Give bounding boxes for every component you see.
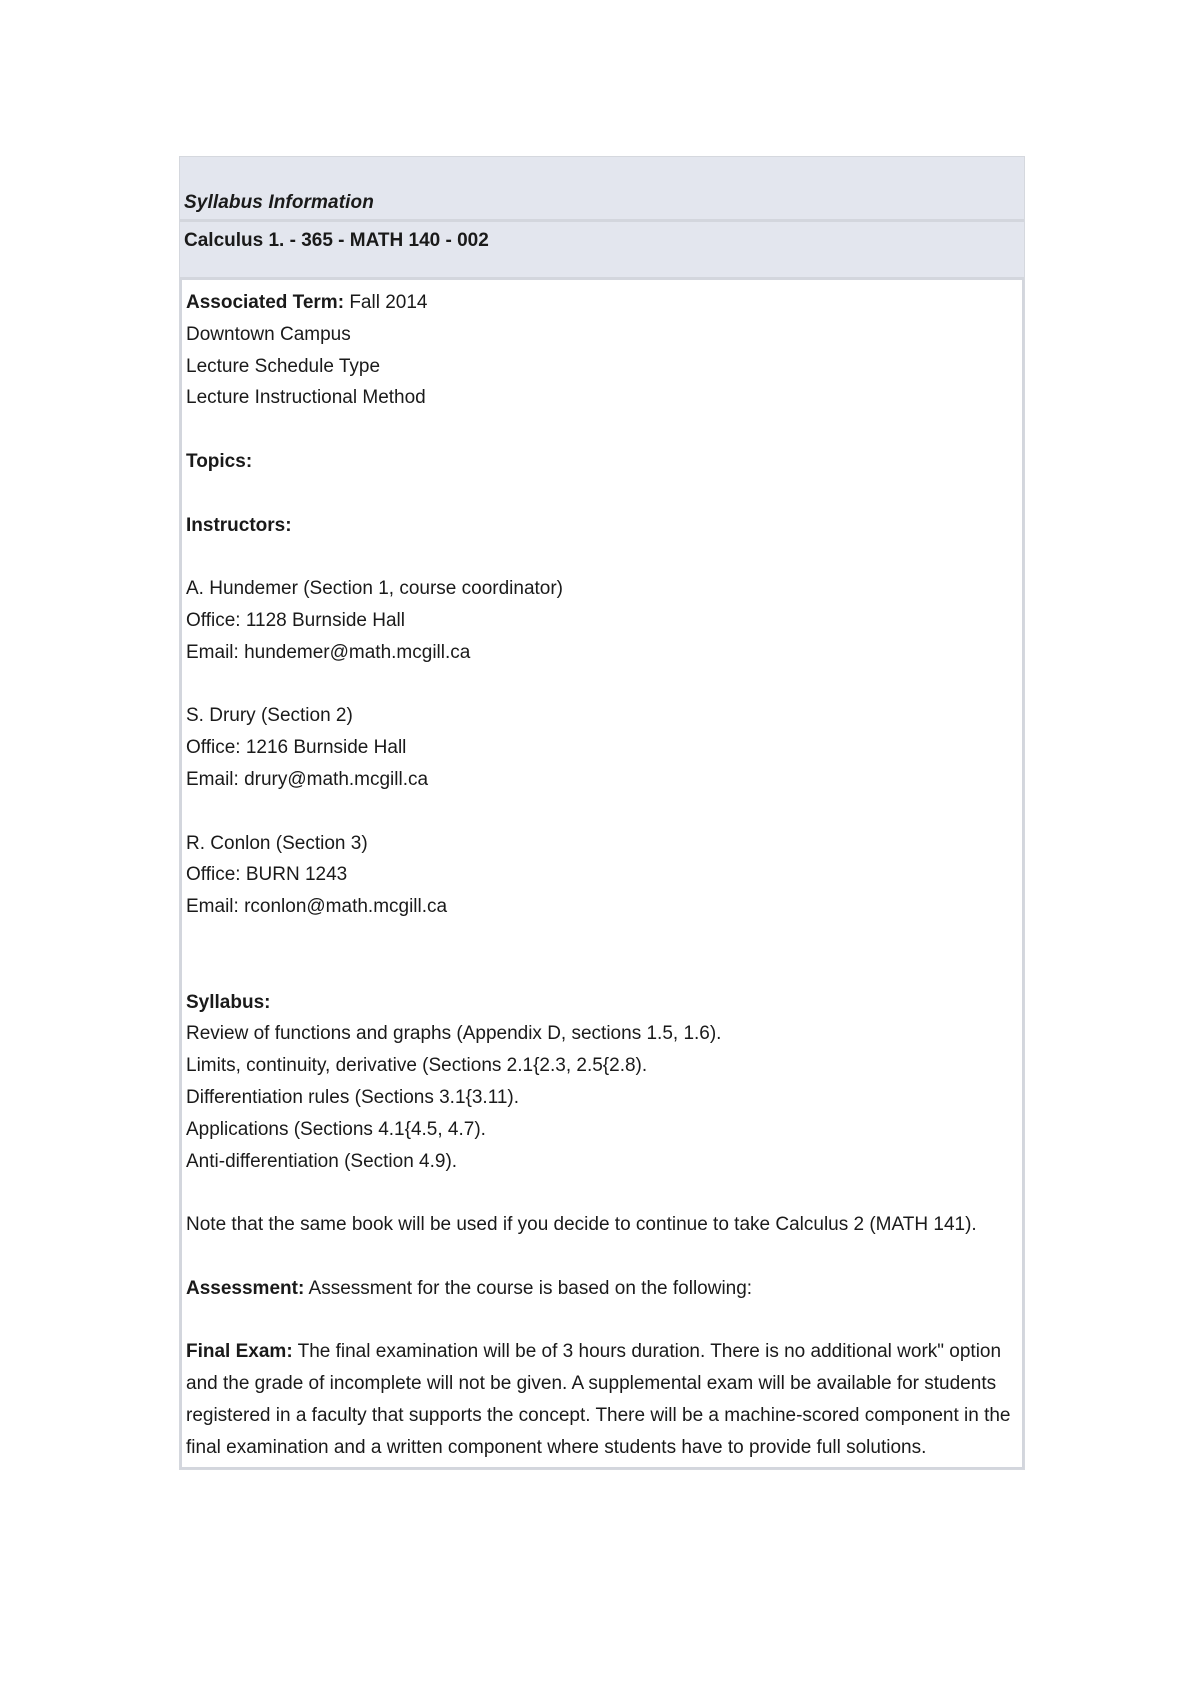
assessment-label: Assessment:	[186, 1277, 305, 1299]
spacer	[186, 1305, 1018, 1337]
final-exam-label: Final Exam:	[186, 1341, 293, 1363]
instructor-email: Email: rconlon@math.mcgill.ca	[186, 896, 448, 918]
instructors-heading: Instructors:	[186, 514, 292, 536]
syllabus-table	[179, 156, 1025, 1470]
spacer	[186, 1241, 1018, 1273]
topics-heading: Topics:	[186, 450, 253, 472]
instructional-method: Lecture Instructional Method	[186, 387, 426, 409]
syllabus-item: Limits, continuity, derivative (Sections 2.1{2.3, 2.5{2.8).	[186, 1055, 648, 1077]
spacer	[186, 669, 1018, 701]
course-title: Calculus 1. - 365 - MATH 140 - 002	[180, 219, 1024, 280]
instructor-name: S. Drury (Section 2)	[186, 705, 353, 727]
instructor-office: Office: BURN 1243	[186, 864, 348, 886]
syllabus-item: Applications (Sections 4.1{4.5, 4.7).	[186, 1118, 486, 1140]
spacer	[186, 541, 1018, 573]
spacer	[186, 414, 1018, 446]
final-exam	[186, 1336, 1018, 1463]
spacer	[186, 923, 1018, 987]
final-exam-text: The final examination will be of 3 hours duration. There is no additional work" option and the grade of incomplete will not be given. A supplemental exam will be available for students registered in a faculty that supports the concept. There will be a machine-scored component in the final examination and a written component where students have to provide full solutions.	[186, 1341, 1011, 1458]
instructor-email: Email: drury@math.mcgill.ca	[186, 768, 429, 790]
assessment-text: Assessment for the course is based on the following:	[308, 1277, 753, 1299]
syllabus-item: Differentiation rules (Sections 3.1{3.11).	[186, 1086, 520, 1108]
spacer	[186, 1177, 1018, 1209]
table-caption: Syllabus Information	[180, 157, 1024, 219]
instructor-office: Office: 1216 Burnside Hall	[186, 737, 407, 759]
book-note: Note that the same book will be used if you decide to continue to take Calculus 2 (MATH 141).	[186, 1214, 977, 1236]
spacer	[186, 478, 1018, 510]
campus: Downtown Campus	[186, 323, 351, 345]
associated-term-label: Associated Term:	[186, 292, 345, 313]
associated-term-value: Fall 2014	[349, 292, 428, 313]
syllabus-item: Review of functions and graphs (Appendix D, sections 1.5, 1.6).	[186, 1023, 722, 1045]
assessment	[186, 1273, 1018, 1305]
instructor-office: Office: 1128 Burnside Hall	[186, 609, 405, 631]
syllabus-item: Anti-differentiation (Section 4.9).	[186, 1150, 458, 1172]
instructor-name: A. Hundemer (Section 1, course coordinator)	[186, 578, 564, 600]
syllabus-body	[180, 280, 1024, 1469]
schedule-type: Lecture Schedule Type	[186, 355, 381, 377]
instructor-name: R. Conlon (Section 3)	[186, 832, 368, 854]
spacer	[186, 796, 1018, 828]
associated-term	[186, 287, 1018, 319]
syllabus-heading: Syllabus:	[186, 991, 271, 1013]
instructor-email: Email: hundemer@math.mcgill.ca	[186, 641, 471, 663]
